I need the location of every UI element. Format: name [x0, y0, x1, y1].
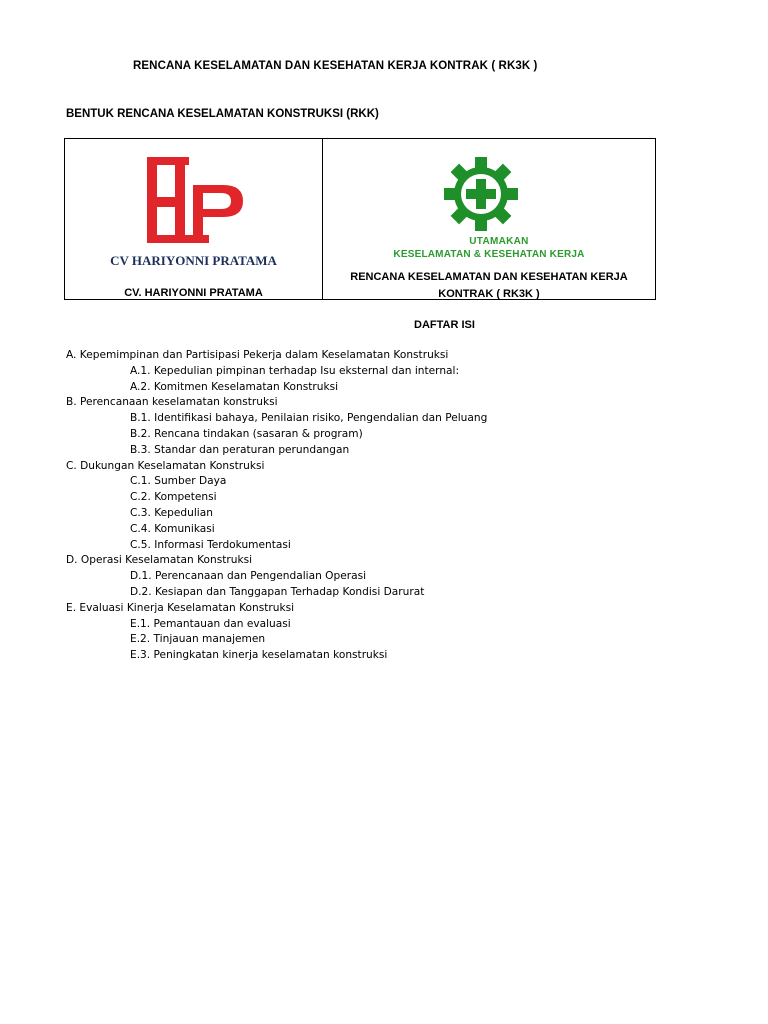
- toc-subsection: D.2. Kesiapan dan Tanggapan Terhadap Kondisi Darurat: [130, 585, 425, 598]
- toc-subsection: B.3. Standar dan peraturan perundangan: [130, 443, 350, 456]
- header-cell-company: [65, 139, 323, 299]
- toc-section: E. Evaluasi Kinerja Keselamatan Konstruksi: [66, 601, 295, 614]
- toc-section: B. Perencanaan keselamatan konstruksi: [66, 396, 278, 409]
- toc-subsection: A.1. Kepedulian pimpinan terhadap Isu eksternal dan internal:: [130, 364, 460, 377]
- k3-gear-cross-icon: [437, 157, 525, 231]
- document-title: RENCANA KESELAMATAN DAN KESEHATAN KERJA KONTRAK ( RK3K ): [133, 60, 538, 72]
- toc-subsection: C.1. Sumber Daya: [130, 475, 227, 488]
- company-name-caption: CV. HARIYONNI PRATAMA: [124, 287, 263, 299]
- rk3k-caption-line2: KONTRAK ( RK3K ): [438, 288, 540, 300]
- toc-section: A. Kepemimpinan dan Partisipasi Pekerja dalam Keselamatan Konstruksi: [66, 349, 449, 361]
- header-table: [64, 138, 656, 300]
- company-logo-text: CV HARIYONNI PRATAMA: [110, 253, 277, 268]
- toc-subsection: A.2. Komitmen Keselamatan Konstruksi: [130, 380, 339, 393]
- toc-subsection: E.1. Pemantauan dan evaluasi: [130, 617, 291, 630]
- toc-subsection: D.1. Perencanaan dan Pengendalian Operasi: [130, 570, 367, 583]
- rk3k-caption-line1: RENCANA KESELAMATAN DAN KESEHATAN KERJA: [350, 271, 628, 283]
- toc-subsection: E.3. Peningkatan kinerja keselamatan konstruksi: [130, 649, 388, 662]
- toc-subsection: B.1. Identifikasi bahaya, Penilaian risiko, Pengendalian dan Peluang: [130, 412, 488, 425]
- toc-section: D. Operasi Keselamatan Konstruksi: [66, 554, 253, 567]
- toc-subsection: C.5. Informasi Terdokumentasi: [130, 538, 291, 551]
- header-cell-k3: [323, 139, 655, 299]
- k3-slogan-line1: UTAMAKAN: [469, 236, 529, 247]
- toc-subsection: C.2. Kompetensi: [130, 491, 217, 504]
- k3-slogan-line2: KESELAMATAN & KESEHATAN KERJA: [393, 249, 585, 260]
- rk3k-caption: [333, 269, 645, 303]
- toc-section: C. Dukungan Keselamatan Konstruksi: [66, 459, 265, 472]
- toc-subsection: B.2. Rencana tindakan (sasaran & program): [130, 427, 363, 440]
- toc-subsection: C.4. Komunikasi: [130, 522, 215, 535]
- toc-subsection: C.3. Kepedulian: [130, 506, 213, 519]
- toc-list: [66, 348, 686, 664]
- toc-title: DAFTAR ISI: [414, 319, 475, 331]
- hp-logo-icon: [145, 155, 245, 247]
- document-subtitle: BENTUK RENCANA KESELAMATAN KONSTRUKSI (RKK): [66, 108, 379, 120]
- toc-subsection: E.2. Tinjauan manajemen: [130, 633, 266, 646]
